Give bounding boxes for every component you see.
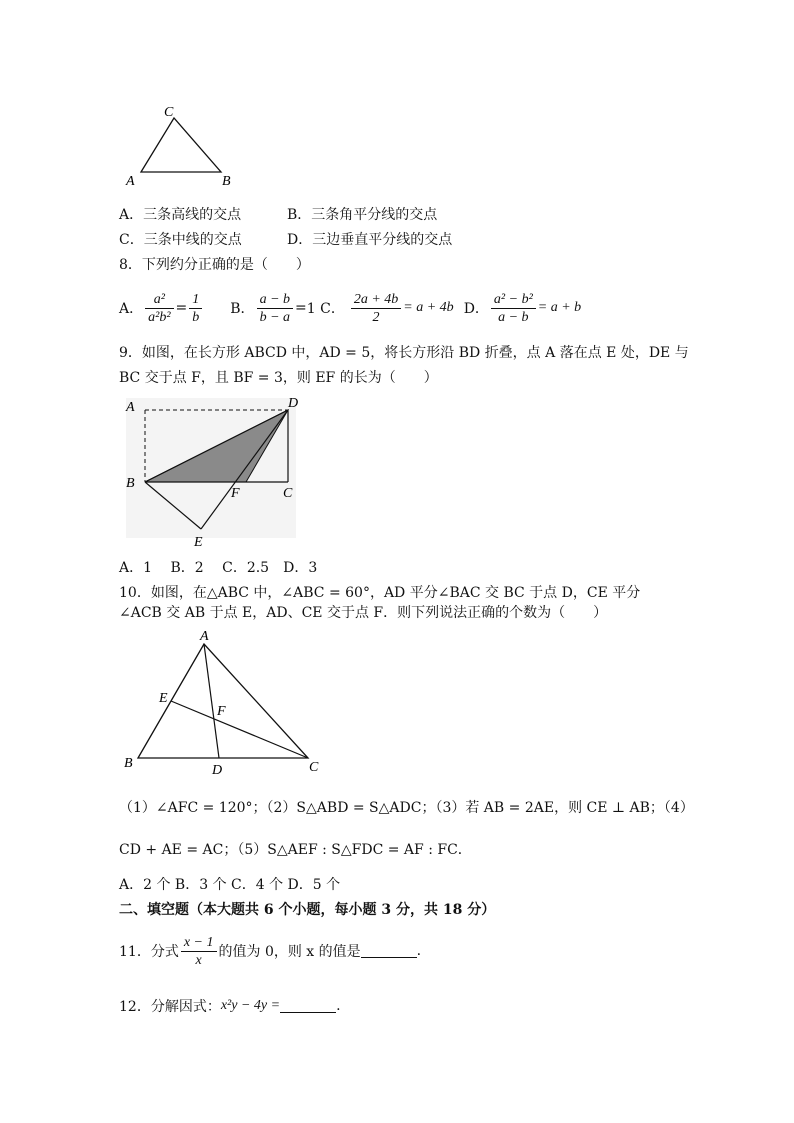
q12-answer-blank[interactable] xyxy=(280,1000,336,1013)
q9-options: A．1 B．2 C．2.5 D．3 xyxy=(119,560,318,576)
q10-stem-line2: ∠ACB 交 AB 于点 E，AD、CE 交于点 F．则下列说法正确的个数为（ ） xyxy=(119,605,608,621)
q11-end: . xyxy=(416,943,422,959)
q8-a-rden: b xyxy=(192,309,200,325)
q8-b-label: B． xyxy=(230,301,255,317)
fig7-label-a: A xyxy=(126,174,135,189)
q8-a-rnum: 1 xyxy=(189,291,202,309)
q10-statements-1: （1）∠AFC = 120°；（2）S△ABD = S△ADC；（3）若 AB = 2AE，则 CE ⊥ AB；（4） xyxy=(119,800,694,816)
q7-option-a: A．三条高线的交点 xyxy=(119,207,242,223)
q9-stem-line2: BC 交于点 F，且 BF = 3，则 EF 的长为（ ） xyxy=(119,370,438,386)
q12-prefix: 12．分解因式： xyxy=(119,999,221,1015)
fig10-label-e: E xyxy=(159,691,168,706)
q10-statements-2: CD + AE = AC；（5）S△AEF : S△FDC = AF : FC． xyxy=(119,842,472,858)
q11-num: x − 1 xyxy=(181,934,217,952)
triangle-bisector-figure xyxy=(118,625,328,780)
q11-prefix: 11．分式 xyxy=(119,944,179,960)
q12-row xyxy=(119,996,341,1016)
q8-c-rhs: = a + 4b xyxy=(403,300,454,315)
q11-fraction xyxy=(181,934,217,969)
q8-a-fraction xyxy=(145,291,173,326)
q8-c-den: 2 xyxy=(372,309,380,325)
q8-options-row: A． $\frac{\text{a²}}{\text{a²b²}}$ = $\frac{1}{b}$ B． $\frac{a - b}{b - a}$ = 1 C． $\frac{2a + 4b}{2}$ = a + 4b D． $\frac{\text{a² − b²}}{a - b}$ = a + b xyxy=(119,291,582,325)
section-heading: 二、填空题（本大题共 6 个小题，每小题 3 分，共 18 分） xyxy=(119,902,496,918)
q7-option-d: D．三边垂直平分线的交点 xyxy=(287,232,453,248)
q12-expr: x²y − 4y = xyxy=(220,998,281,1013)
fig9-label-b: B xyxy=(126,476,135,491)
fig9-label-e: E xyxy=(194,535,203,550)
triangle-abc-figure xyxy=(118,100,238,190)
q8-d-label: D． xyxy=(463,301,489,317)
rectangle-fold-figure xyxy=(118,390,308,550)
q8-c-label: 1 C． xyxy=(306,301,345,317)
q8-b-num: a − b xyxy=(257,291,293,309)
fig7-label-c: C xyxy=(164,105,174,120)
fig7-label-b: B xyxy=(222,174,231,189)
fig10-label-b: B xyxy=(124,756,133,771)
fig10-label-a: A xyxy=(200,629,209,644)
fig9-label-f: F xyxy=(231,486,240,501)
q8-a-result xyxy=(189,291,202,326)
fig9-label-d: D xyxy=(288,396,299,411)
q8-b-den: b − a xyxy=(259,309,291,325)
fig10-label-d: D xyxy=(212,763,223,778)
q8-d-fraction xyxy=(491,291,536,326)
q10-stem-line1: 10．如图，在△ABC 中，∠ABC = 60°，AD 平分∠BAC 交 BC 于点 D，CE 平分 xyxy=(119,585,641,601)
q10-options: A．2 个 B．3 个 C．4 个 D．5 个 xyxy=(119,877,341,893)
q11-row xyxy=(119,930,421,972)
q8-d-rhs: = a + b xyxy=(537,300,582,315)
q8-a-num: a² xyxy=(145,291,173,309)
fig10-label-c: C xyxy=(309,760,319,775)
q8-a-label: A． xyxy=(119,301,144,317)
fig9-label-a: A xyxy=(126,400,135,415)
q8-a-den: a²b² xyxy=(148,309,171,325)
q8-b-eq: = xyxy=(295,300,307,316)
q9-stem-line1: 9．如图，在长方形 ABCD 中，AD = 5，将长方形沿 BD 折叠，点 A 落在点 E 处，DE 与 xyxy=(119,345,689,361)
fig9-label-c: C xyxy=(283,486,293,501)
q8-c-num: 2a + 4b xyxy=(351,291,401,309)
q8-d-den: a − b xyxy=(498,309,529,325)
q11-answer-blank[interactable] xyxy=(361,945,417,958)
q11-den: x xyxy=(195,952,202,968)
q8-stem: 8．下列约分正确的是（ ） xyxy=(119,257,310,273)
q7-option-b: B．三条角平分线的交点 xyxy=(287,207,438,223)
fig10-label-f: F xyxy=(217,704,226,719)
q11-suffix: 的值为 0，则 x 的值是 xyxy=(218,944,361,960)
q12-end: . xyxy=(336,998,341,1014)
q8-c-fraction xyxy=(351,291,401,326)
q8-b-fraction xyxy=(257,291,293,326)
q7-option-c: C．三条中线的交点 xyxy=(119,232,242,248)
q8-d-num: a² − b² xyxy=(491,291,536,309)
